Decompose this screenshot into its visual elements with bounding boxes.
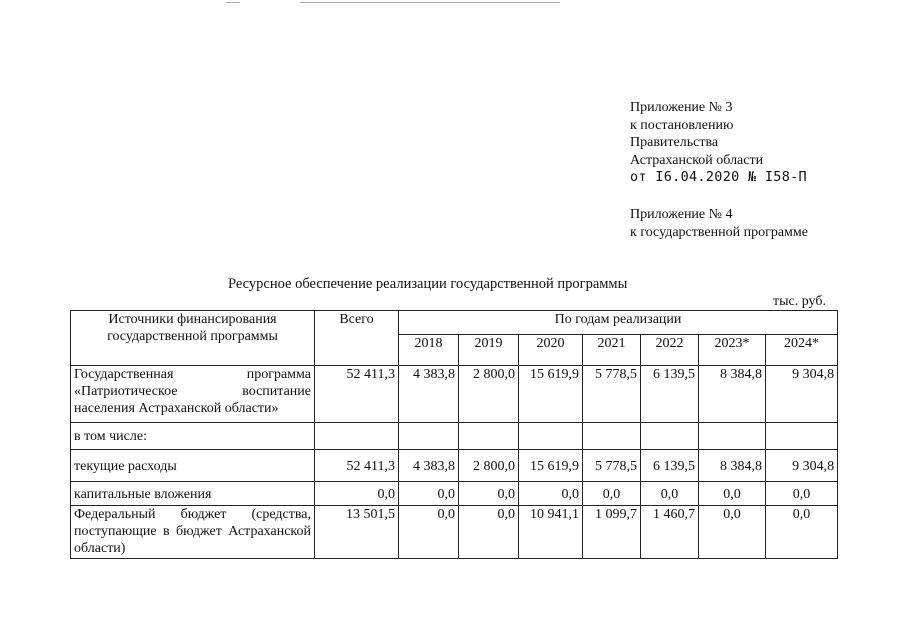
table-cell: 0,0	[399, 506, 459, 559]
table-cell: 1 099,7	[583, 506, 641, 559]
column-header-year: 2020	[519, 335, 583, 366]
row-label: Федеральный бюджет (средства, поступающие в бюджет Астраханской области)	[71, 506, 315, 559]
table-cell: 4 383,8	[399, 366, 459, 423]
appendix-4-line: Приложение № 4	[630, 207, 733, 222]
table-cell: 2 800,0	[459, 366, 519, 423]
table-cell: 6 139,5	[641, 450, 699, 482]
column-header-year: 2022	[641, 335, 699, 366]
column-header-source: Источники финансирования государственной программы	[71, 311, 315, 366]
table-cell	[583, 423, 641, 450]
column-header-year: 2021	[583, 335, 641, 366]
table-cell	[766, 423, 838, 450]
column-header-year: 2024*	[766, 335, 838, 366]
table-cell: 0,0	[766, 482, 838, 506]
table-row	[71, 450, 838, 482]
table-cell	[641, 423, 699, 450]
scan-artifact-line	[226, 2, 240, 3]
table-cell: 8 384,8	[699, 450, 766, 482]
column-header-year: 2018	[399, 335, 459, 366]
table-cell: 0,0	[315, 482, 399, 506]
funding-table	[70, 310, 838, 559]
table-cell: 0,0	[459, 482, 519, 506]
appendix-3-header	[630, 99, 807, 187]
table-cell: 0,0	[766, 506, 838, 559]
table-cell: 15 619,9	[519, 366, 583, 423]
table-cell	[519, 423, 583, 450]
appendix-3-line: Астраханской области	[630, 152, 764, 168]
table-cell: 5 778,5	[583, 450, 641, 482]
table-cell: 0,0	[641, 482, 699, 506]
row-label: текущие расходы	[71, 450, 315, 482]
column-header-year: 2019	[459, 335, 519, 366]
table-cell	[315, 423, 399, 450]
table-cell: 0,0	[399, 482, 459, 506]
scan-artifact-line	[300, 2, 560, 3]
table-cell: 2 800,0	[459, 450, 519, 482]
table-cell	[699, 423, 766, 450]
row-label: капитальные вложения	[71, 482, 315, 506]
table-row	[71, 366, 838, 423]
table-cell: 0,0	[699, 482, 766, 506]
document-title: Ресурсное обеспечение реализации государственной программы	[228, 276, 628, 292]
table-cell: 8 384,8	[699, 366, 766, 423]
appendix-4-line: к государственной программе	[630, 224, 808, 240]
appendix-3-line: к постановлению	[630, 117, 734, 133]
column-header-total: Всего	[315, 311, 399, 366]
table-cell	[399, 423, 459, 450]
table-cell: 0,0	[459, 506, 519, 559]
table-cell: 52 411,3	[315, 366, 399, 423]
table-cell: 0,0	[519, 482, 583, 506]
appendix-4-header	[630, 206, 808, 241]
table-row	[71, 423, 838, 450]
table-cell: 13 501,5	[315, 506, 399, 559]
table-row	[71, 482, 838, 506]
column-header-year: 2023*	[699, 335, 766, 366]
table-cell	[459, 423, 519, 450]
table-cell: 6 139,5	[641, 366, 699, 423]
table-cell: 0,0	[583, 482, 641, 506]
table-cell: 15 619,9	[519, 450, 583, 482]
column-header-years-group: По годам реализации	[399, 311, 838, 335]
row-label: в том числе:	[71, 423, 315, 450]
table-cell: 5 778,5	[583, 366, 641, 423]
table-cell: 1 460,7	[641, 506, 699, 559]
row-label: Государственная программа «Патриотическое воспитание населения Астраханской области»	[71, 366, 315, 423]
table-cell: 9 304,8	[766, 366, 838, 423]
resolution-date-number: от I6.04.2020 № I58-П	[630, 169, 807, 185]
table-row	[71, 506, 838, 559]
units-label: тыс. руб.	[773, 294, 826, 309]
table-cell: 52 411,3	[315, 450, 399, 482]
table-cell: 4 383,8	[399, 450, 459, 482]
appendix-3-line: Приложение № 3	[630, 100, 733, 115]
table-cell: 10 941,1	[519, 506, 583, 559]
table-cell: 0,0	[699, 506, 766, 559]
appendix-3-line: Правительства	[630, 135, 719, 150]
table-cell: 9 304,8	[766, 450, 838, 482]
